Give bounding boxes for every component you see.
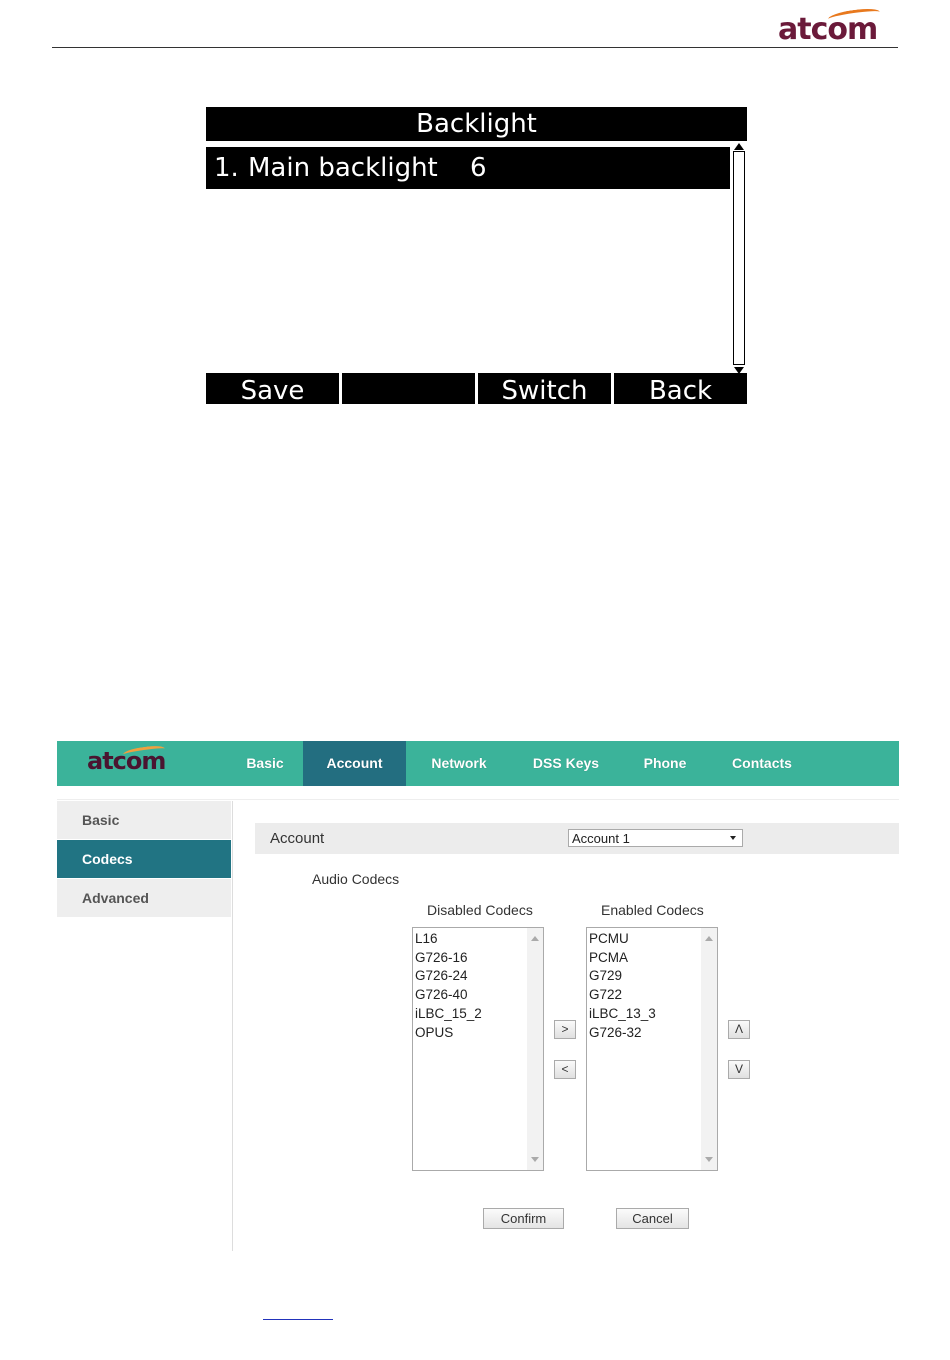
cancel-button[interactable]: Cancel [616, 1208, 689, 1229]
web-atcom-logo: atcom [87, 747, 166, 775]
move-to-enabled-button[interactable]: > [554, 1020, 576, 1039]
lcd-item-index: 1. [214, 153, 239, 183]
enabled-codec-option[interactable]: G726-32 [589, 1024, 642, 1040]
confirm-button[interactable]: Confirm [483, 1208, 564, 1229]
enabled-codec-option[interactable]: iLBC_13_3 [589, 1005, 656, 1021]
content-top-divider [57, 799, 899, 800]
sidebar-item-codecs[interactable]: Codecs [57, 840, 231, 879]
disabled-list-scrollbar[interactable] [527, 928, 543, 1170]
phone-lcd-screen [206, 107, 747, 404]
lcd-item-label: Main backlight [248, 153, 438, 183]
enabled-codec-option[interactable]: PCMU [589, 931, 629, 946]
nav-contacts[interactable]: Contacts [732, 755, 792, 771]
move-down-button[interactable]: V [728, 1060, 750, 1079]
scroll-up-arrow-icon [734, 143, 744, 150]
softkey-back[interactable]: Back [614, 373, 747, 404]
enabled-codec-option[interactable]: G722 [589, 987, 623, 1003]
lcd-softkeys [206, 373, 747, 404]
disabled-codec-option[interactable]: iLBC_15_2 [415, 1005, 482, 1021]
nav-basic[interactable]: Basic [246, 755, 284, 771]
account-select[interactable] [568, 829, 743, 847]
disabled-codec-option[interactable]: L16 [415, 931, 438, 946]
scroll-up-arrow-icon [531, 936, 539, 941]
enabled-list-scrollbar[interactable] [701, 928, 717, 1170]
sidebar-item-advanced[interactable]: Advanced [57, 879, 231, 918]
footer-link-underline[interactable] [263, 1319, 333, 1320]
move-to-disabled-button[interactable]: < [554, 1060, 576, 1079]
header-divider [52, 47, 898, 48]
lcd-item-value: 6 [470, 153, 487, 183]
lcd-menu-item-main-backlight[interactable] [206, 147, 730, 189]
dropdown-arrow-icon [730, 836, 736, 840]
sidebar-item-basic[interactable]: Basic [57, 801, 231, 840]
disabled-codec-option[interactable]: G726-16 [415, 949, 468, 965]
scroll-up-arrow-icon [705, 936, 713, 941]
disabled-codecs-heading: Disabled Codecs [427, 902, 533, 918]
softkey-save[interactable]: Save [206, 373, 339, 404]
scroll-down-arrow-icon [705, 1157, 713, 1162]
scroll-track [733, 151, 745, 365]
nav-account[interactable]: Account [303, 741, 406, 786]
account-select-value: Account 1 [572, 831, 630, 846]
disabled-codec-option[interactable]: G726-40 [415, 987, 468, 1003]
enabled-codec-option[interactable]: G729 [589, 968, 623, 984]
disabled-codecs-list[interactable] [412, 927, 544, 1171]
lcd-title: Backlight [206, 107, 747, 141]
enabled-codecs-heading: Enabled Codecs [601, 902, 704, 918]
enabled-codec-option[interactable]: PCMA [589, 949, 629, 965]
account-selector-bar [255, 823, 899, 854]
enabled-codecs-list[interactable] [586, 927, 718, 1171]
account-label: Account [270, 830, 325, 847]
top-navigation [57, 741, 899, 786]
nav-network[interactable]: Network [431, 755, 487, 771]
lcd-scrollbar[interactable] [733, 143, 745, 375]
nav-dss-keys[interactable]: DSS Keys [532, 755, 600, 771]
atcom-logo-text: atcom [778, 12, 878, 47]
disabled-codec-option[interactable]: G726-24 [415, 968, 468, 984]
audio-codecs-heading: Audio Codecs [312, 871, 400, 887]
sidebar [57, 801, 231, 918]
disabled-codec-option[interactable]: OPUS [415, 1024, 454, 1040]
nav-phone[interactable]: Phone [643, 755, 687, 771]
softkey-switch[interactable]: Switch [478, 373, 611, 404]
softkey-empty[interactable] [342, 373, 475, 404]
move-up-button[interactable]: Λ [728, 1020, 750, 1039]
sidebar-divider [232, 801, 233, 1251]
web-config-ui [57, 741, 899, 1251]
scroll-down-arrow-icon [531, 1157, 539, 1162]
